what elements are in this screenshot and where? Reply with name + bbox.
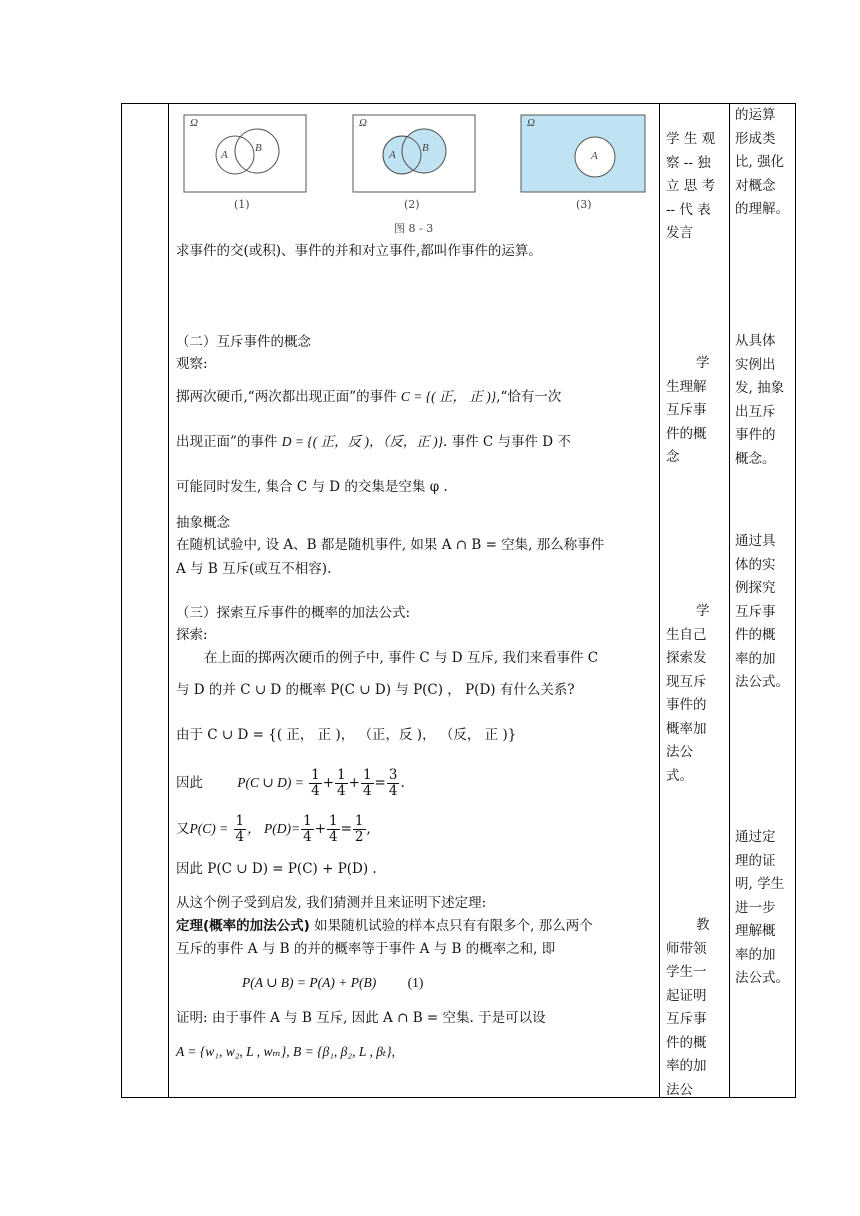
table-left-border [121,103,122,1098]
fraction-pd-1: $\frac{1}{4}$ [303,813,312,845]
coin-line-2-c: . 事件 C 与事件 D 不 [442,434,571,450]
intent-block-1 [735,104,793,222]
coin-line-1-b: C = {( 正， 正 )} [400,389,497,404]
student-b4-line: 教 [696,917,710,933]
intent-b3-line: 互斥事 [735,603,776,620]
section-3-title: （三）探索互斥事件的概率的加法公式: [176,605,411,621]
intent-b4-line: 进一步 [735,899,776,916]
pc-lhs: P(C) = [189,821,229,836]
proof-line-2: A = {w₁, w₂, L , wₘ}, B = {β₁, β₂, L , βₜ}, [176,1044,396,1059]
student-b2-line: 生理解 [666,378,707,395]
student-b4-line: 率的加 [666,1058,707,1074]
inspire-line: 从这个例子受到启发, 我们猜测并且来证明下述定理: [176,895,487,911]
theorem-line-2: 互斥的事件 A 与 B 的并的概率等于事件 A 与 B 的概率之和, 即 [176,941,556,957]
fraction-three-quarters: $\frac{3}{4}$ [388,767,398,799]
again-label: 又 [176,821,190,837]
addition-formula [242,974,423,992]
figure-caption: 图 8 - 3 [394,222,434,235]
fraction-pc: $\frac{1}{4}$ [235,813,245,845]
table-right-border [795,103,796,1098]
intent-b3-line: 件的概 [735,627,776,643]
coin-line-2 [176,433,571,451]
intent-b3-line: 法公式。 [735,674,789,690]
coin-line-1-c: ,“恰有一次 [496,389,562,405]
intent-block-3 [735,530,793,695]
intent-b1-line: 的运算 [735,107,776,123]
student-block-4 [666,914,724,1102]
student-b3-line: 法公 [666,744,693,760]
intent-b1-line: 对概念 [735,177,776,194]
definition-line-2: A 与 B 互斥(或互不相容). [176,561,332,577]
fraction-quarter-3: $\frac{1}{4}$ [362,767,372,799]
theorem-title: 定理(概率的加法公式) [176,918,310,934]
conclusion-line: 因此 P(C ∪ D) = P(C) + P(D) . [176,861,377,877]
coin-line-1 [176,388,561,406]
intent-b2-line: 事件的 [735,427,776,443]
formula-number: (1) [407,975,424,990]
intent-b3-line: 例探究 [735,580,776,596]
coin-line-2-a: 出现正面”的事件 [176,434,278,450]
intent-b2-line: 发, 抽象 [735,380,785,396]
student-b1-line: -- 代 表 [666,201,711,218]
student-b2-line: 件的概 [666,425,707,442]
student-block-2 [666,352,724,470]
venn-2-label-a: A [389,149,396,161]
venn-1-omega: Ω [190,117,198,129]
intent-b2-line: 从具体 [735,333,776,349]
venn-2-caption: (2) [404,198,420,211]
intent-b3-line: 体的实 [735,556,776,573]
student-b2-line: 念 [666,449,680,465]
intent-b2-line: 概念。 [735,450,776,467]
venn-3-caption: (3) [576,198,592,211]
student-b2-line: 学 [696,355,710,371]
student-b1-line: 察 -- 独 [666,154,711,171]
proof-line-1: 证明: 由于事件 A 与 B 互斥, 因此 A ∩ B = 空集. 于是可以设 [176,1010,546,1026]
student-b3-line: 探索发 [666,650,707,666]
venn-panel-1-frame [184,115,306,192]
intent-b4-line: 理解概 [735,923,776,939]
student-b4-line: 起证明 [666,987,707,1004]
fraction-quarter-2: $\frac{1}{4}$ [337,767,346,799]
venn-1-caption: (1) [234,198,250,211]
theorem-text-1: 如果随机试验的样本点只有有限多个, 那么两个 [314,918,593,934]
student-b3-line: 概率加 [666,720,707,737]
ops-sentence: 求事件的交(或积)、事件的并和对立事件,都叫作事件的运算。 [176,243,542,259]
student-b1-line: 立 思 考 [666,178,716,194]
venn-figure [178,110,648,240]
table-col-divider-3 [729,103,730,1098]
fraction-pd-2: $\frac{1}{4}$ [329,813,338,845]
abstract-label: 抽象概念 [176,515,230,531]
student-b3-line: 现互斥 [666,673,707,690]
pc-pd-line: 又P(C) = $\frac{1}{4}$ ， P(D)= $\frac{1}{4}$ + $\frac{1}{4}$ = $\frac{1}{2}$ , [176,813,371,845]
venn-2-omega: Ω [359,117,367,129]
intent-b1-line: 形成类 [735,130,776,147]
intent-b2-line: 出互斥 [735,403,776,420]
student-b4-line: 学生一 [666,964,707,980]
section-2-title: （二）互斥事件的概念 [176,334,311,350]
student-b3-line: 生自己 [666,626,707,643]
intent-b3-line: 率的加 [735,650,776,667]
student-b2-line: 互斥事 [666,402,707,418]
student-b4-line: 师带领 [666,940,707,957]
student-b1-line: 学 生 观 [666,131,716,147]
theorem-line-1 [176,917,593,935]
student-b4-line: 件的概 [666,1034,707,1051]
intent-b1-line: 的理解。 [735,201,789,217]
probability-union-line: 因此 P(C ∪ D) = $\frac{1}{4}$ + $\frac{1}{4}$ + $\frac{1}{4}$ = $\frac{3}{4}$ . [176,767,405,799]
coin-line-1-a: 掷两次硬币,“两次都出现正面”的事件 [176,389,397,405]
student-b1-line: 发言 [666,225,693,241]
fraction-half: $\frac{1}{2}$ [354,813,364,845]
venn-1-label-a: A [221,149,228,161]
student-b3-line: 式。 [666,767,693,784]
coin-line-2-b: D = {( 正，反 )，（反，正 )} [281,434,443,449]
p-union-lhs: P(C ∪ D) = [237,775,304,790]
venn-3-omega: Ω [527,117,535,129]
intent-b4-line: 法公式。 [735,970,789,986]
explore-line-2: 与 D 的并 C ∪ D 的概率 P(C ∪ D) 与 P(C) ， P(D) 有什么关系? [176,682,575,698]
intent-b1-line: 比, 强化 [735,154,785,170]
student-block-1 [666,128,724,246]
intent-b4-line: 明, 学生 [735,876,785,892]
intent-block-4 [735,826,793,991]
table-col-divider-1 [168,103,169,1098]
student-b3-line: 事件的 [666,697,707,713]
intent-b2-line: 实例出 [735,356,776,373]
therefore-label: 因此 [176,775,203,791]
student-b4-line: 互斥事 [666,1011,707,1027]
venn-1-label-b: B [255,142,262,154]
explore-line-1: 在上面的掷两次硬币的例子中, 事件 C 与 D 互斥, 我们来看事件 C [204,650,599,666]
intent-b4-line: 率的加 [735,946,776,963]
student-b3-line: 学 [696,603,710,619]
coin-line-3: 可能同时发生, 集合 C 与 D 的交集是空集 φ . [176,479,448,495]
venn-2-label-b: B [422,142,429,154]
union-equation: 由于 C ∪ D = {( 正， 正 )， （正，反 )， （反， 正 )} [176,727,517,743]
intent-b4-line: 理的证 [735,852,776,869]
table-top-border [121,103,795,104]
intent-b4-line: 通过定 [735,829,776,845]
venn-3-label-a: A [591,150,598,162]
pd-lhs: ， P(D)= [247,821,301,836]
definition-line-1: 在随机试验中, 设 A、B 都是随机事件, 如果 A ∩ B = 空集, 那么称事件 [176,537,605,553]
student-b4-line: 法公 [666,1081,693,1098]
observe-label: 观察: [176,356,208,372]
fraction-quarter-1: $\frac{1}{4}$ [311,767,320,799]
formula-body: P(A ∪ B) = P(A) + P(B) [242,975,377,990]
intent-b3-line: 通过具 [735,533,776,549]
student-block-3 [666,600,724,788]
table-col-divider-2 [659,103,660,1098]
intent-block-2 [735,330,793,471]
explore-label: 探索: [176,627,208,643]
